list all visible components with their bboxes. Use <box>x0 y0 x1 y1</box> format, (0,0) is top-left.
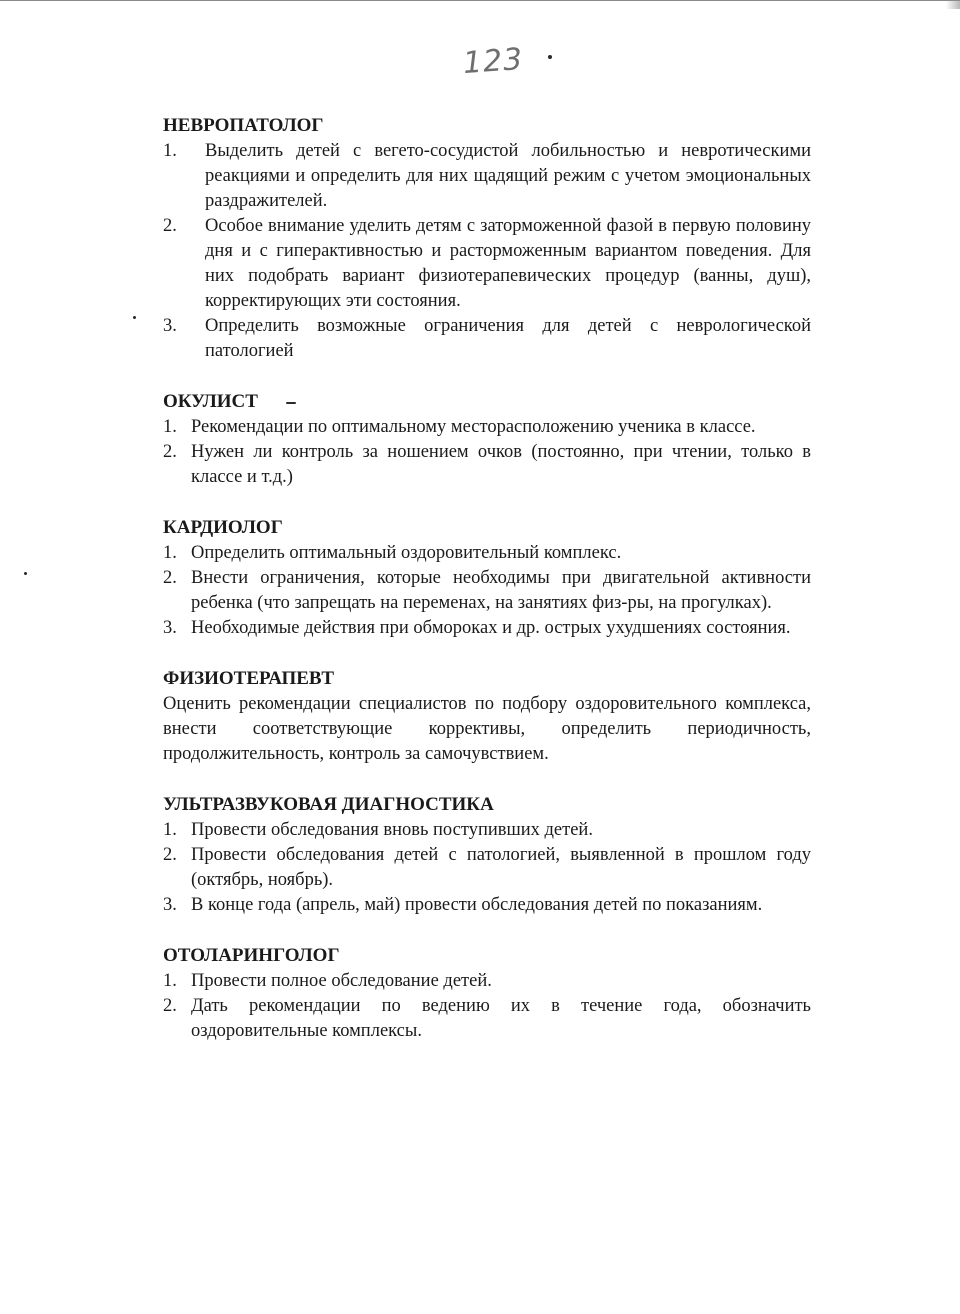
item-number: 3. <box>163 316 177 336</box>
scan-top-edge <box>0 0 960 8</box>
item-number: 2. <box>163 216 177 236</box>
item-text: Определить оптимальный оздоровительный комплекс. <box>191 543 622 563</box>
list-item <box>163 415 811 440</box>
list-item <box>163 314 811 364</box>
item-text: В конце года (апрель, май) провести обследования детей по показаниям. <box>191 895 763 915</box>
item-number: 2. <box>163 845 177 865</box>
section-title: УЛЬТРАЗВУКОВАЯ ДИАГНОСТИКА <box>163 794 494 815</box>
section-paragraph: Оценить рекомендации специалистов по подбору оздоровительного комплекса, внести соответствующие коррективы, определить периодичность, продолжительность, контроль за самочувствием. <box>163 694 811 764</box>
item-text: Нужен ли контроль за ношением очков (постоянно, при чтении, только в классе и т.д.) <box>191 442 811 487</box>
item-text: Провести полное обследование детей. <box>191 971 492 991</box>
section-physiotherapist <box>163 666 811 767</box>
item-text: Особое внимание уделить детям с заторможенной фазой в первую половину дня и с гиперактивностью и расторможенным вариантом поведения. Для них подобрать вариант физиотерапевических процедур (ванны, душ), корректирующих эти состояния. <box>205 216 811 311</box>
item-number: 1. <box>163 971 177 991</box>
list-item <box>163 139 811 214</box>
recommendation-list <box>163 818 811 918</box>
item-text: Выделить детей с вегето-сосудистой лобильностью и невротическими реакциями и определить для них щадящий режим с учетом эмоциональных раздражителей. <box>205 141 811 211</box>
item-number: 1. <box>163 820 177 840</box>
list-item <box>163 566 811 616</box>
recommendation-list <box>163 139 811 364</box>
section-title: ФИЗИОТЕРАПЕВТ <box>163 668 334 689</box>
list-item <box>163 994 811 1044</box>
item-number: 3. <box>163 618 177 638</box>
handwritten-page-number: 123 <box>461 41 525 82</box>
section-title: КАРДИОЛОГ <box>163 517 283 538</box>
scan-speck <box>133 316 136 319</box>
recommendation-list <box>163 969 811 1044</box>
recommendation-list <box>163 541 811 641</box>
list-item <box>163 818 811 843</box>
item-text: Необходимые действия при обмороках и др. острых ухудшениях состояния. <box>191 618 791 638</box>
scan-speck <box>24 572 27 575</box>
section-otolaryngologist <box>163 943 811 1044</box>
list-item <box>163 969 811 994</box>
list-item <box>163 214 811 314</box>
section-title: НЕВРОПАТОЛОГ <box>163 115 324 136</box>
section-title: ОТОЛАРИНГОЛОГ <box>163 945 340 966</box>
section-title: ОКУЛИСТ <box>163 391 258 412</box>
item-number: 1. <box>163 417 177 437</box>
item-text: Определить возможные ограничения для детей с неврологической патологией <box>205 316 811 361</box>
document-body <box>163 113 811 1069</box>
item-number: 1. <box>163 543 177 563</box>
section-cardiologist <box>163 515 811 641</box>
item-number: 3. <box>163 895 177 915</box>
section-ophthalmologist <box>163 389 811 490</box>
section-ultrasound <box>163 792 811 918</box>
item-number: 2. <box>163 568 177 588</box>
scan-speck <box>548 55 552 59</box>
recommendation-list <box>163 415 811 490</box>
list-item <box>163 893 811 918</box>
section-neuropathologist <box>163 113 811 364</box>
item-text: Провести обследования вновь поступивших детей. <box>191 820 593 840</box>
item-text: Рекомендации по оптимальному месторасположению ученика в классе. <box>191 417 756 437</box>
item-text: Внести ограничения, которые необходимы при двигательной активности ребенка (что запрещать на переменах, на занятиях физ-ры, на прогулках). <box>191 568 811 613</box>
list-item <box>163 440 811 490</box>
item-number: 1. <box>163 141 177 161</box>
list-item <box>163 541 811 566</box>
item-number: 2. <box>163 996 177 1016</box>
list-item <box>163 616 811 641</box>
item-number: 2. <box>163 442 177 462</box>
item-text: Дать рекомендации по ведению их в течение года, обозначить оздоровительные комплексы. <box>191 996 811 1041</box>
list-item <box>163 843 811 893</box>
item-text: Провести обследования детей с патологией, выявленной в прошлом году (октябрь, ноябрь). <box>191 845 811 890</box>
